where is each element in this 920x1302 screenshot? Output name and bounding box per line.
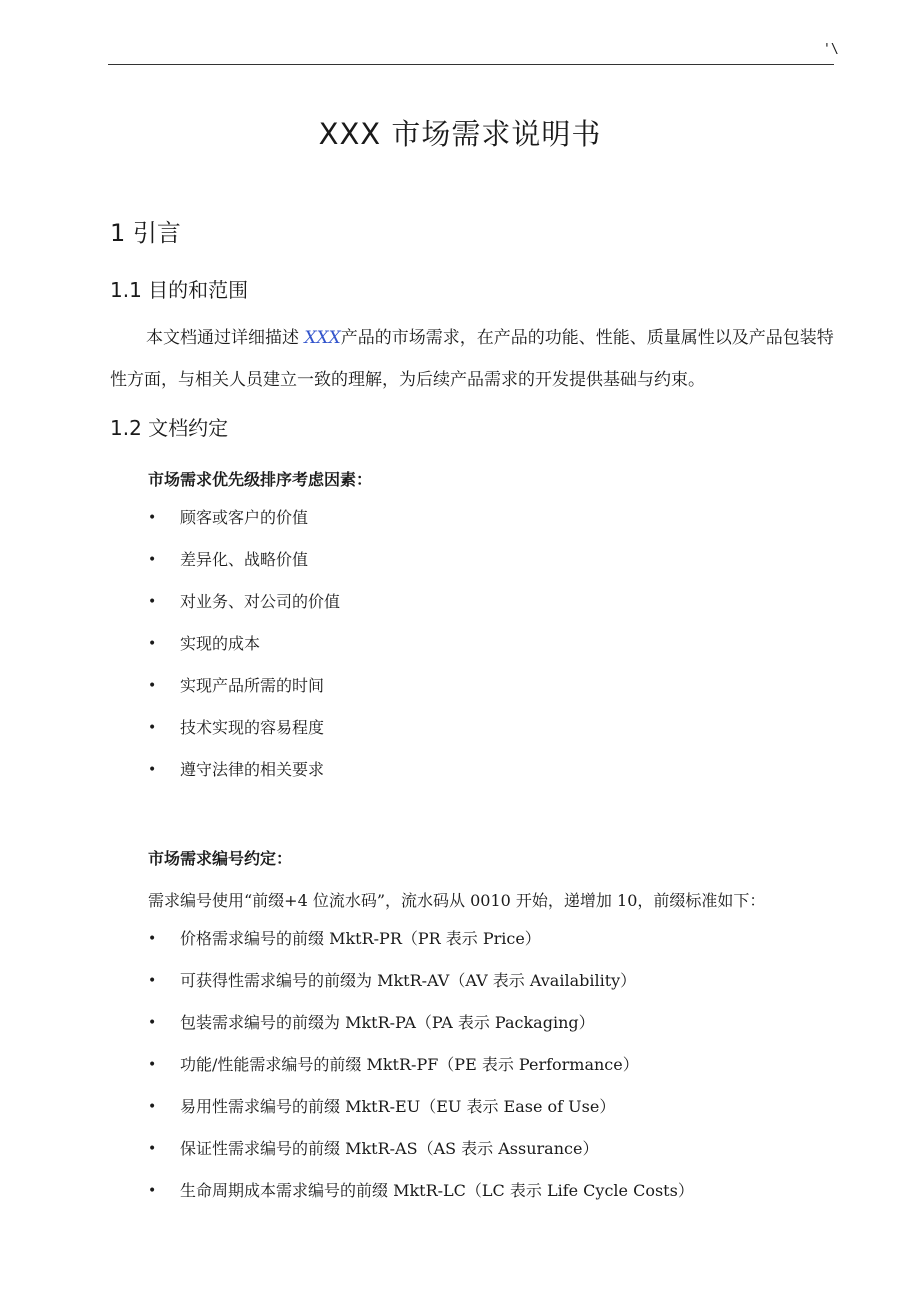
bullet-icon: • <box>148 678 157 694</box>
product-name-highlight: XXX <box>304 328 341 348</box>
list-item: • 价格需求编号的前缀 MktR-PR（PR 表示 Price） <box>148 918 694 960</box>
bullet-icon: • <box>148 1015 157 1031</box>
bullet-icon: • <box>148 720 157 736</box>
list-item: • 功能/性能需求编号的前缀 MktR-PF（PE 表示 Performance） <box>148 1044 694 1086</box>
list-item: • 保证性需求编号的前缀 MktR-AS（AS 表示 Assurance） <box>148 1128 694 1170</box>
bullet-icon: • <box>148 931 157 947</box>
bullet-icon: • <box>148 594 157 610</box>
list-item: • 实现的成本 <box>148 623 340 665</box>
bullet-icon: • <box>148 552 157 568</box>
bullet-icon: • <box>148 1183 157 1199</box>
priority-label: 市场需求优先级排序考虑因素： <box>148 470 373 489</box>
bullet-icon: • <box>148 1099 157 1115</box>
section-heading-1: 1 引言 <box>110 219 181 247</box>
bullet-icon: • <box>148 636 157 652</box>
bullet-icon: • <box>148 1141 157 1157</box>
section-heading-1-2: 1.2 文档约定 <box>110 416 229 440</box>
list-item: • 差异化、战略价值 <box>148 539 340 581</box>
bullet-icon: • <box>148 973 157 989</box>
bullet-icon: • <box>148 762 157 778</box>
list-item: • 实现产品所需的时间 <box>148 665 340 707</box>
para-suffix: 产品的市场需求，在产品的功能、性能、质量属性以及产品包装特性方面，与相关人员建立一致的理解，为后续产品需求的开发提供基础与约束。 <box>110 328 834 390</box>
section-heading-1-1: 1.1 目的和范围 <box>110 278 249 302</box>
numbering-description: 需求编号使用“前缀+4 位流水码”，流水码从 0010 开始，递增加 10，前缀标准如下： <box>148 891 766 910</box>
list-item: • 遵守法律的相关要求 <box>148 749 340 791</box>
bullet-icon: • <box>148 1057 157 1073</box>
list-item: • 技术实现的容易程度 <box>148 707 340 749</box>
list-item: • 生命周期成本需求编号的前缀 MktR-LC（LC 表示 Life Cycle Costs） <box>148 1170 694 1212</box>
list-item: • 可获得性需求编号的前缀为 MktR-AV（AV 表示 Availability） <box>148 960 694 1002</box>
list-item: • 顾客或客户的价值 <box>148 497 340 539</box>
document-title: XXX 市场需求说明书 <box>318 117 602 151</box>
header-rule <box>108 64 834 65</box>
purpose-paragraph <box>110 317 835 401</box>
header-mark: '\ <box>823 42 839 57</box>
para-prefix: 本文档通过详细描述 <box>146 328 305 348</box>
prefix-list <box>148 918 694 1212</box>
priority-list <box>148 497 340 791</box>
list-item: • 对业务、对公司的价值 <box>148 581 340 623</box>
bullet-icon: • <box>148 510 157 526</box>
list-item: • 易用性需求编号的前缀 MktR-EU（EU 表示 Ease of Use） <box>148 1086 694 1128</box>
numbering-label: 市场需求编号约定： <box>148 849 293 868</box>
list-item: • 包装需求编号的前缀为 MktR-PA（PA 表示 Packaging） <box>148 1002 694 1044</box>
